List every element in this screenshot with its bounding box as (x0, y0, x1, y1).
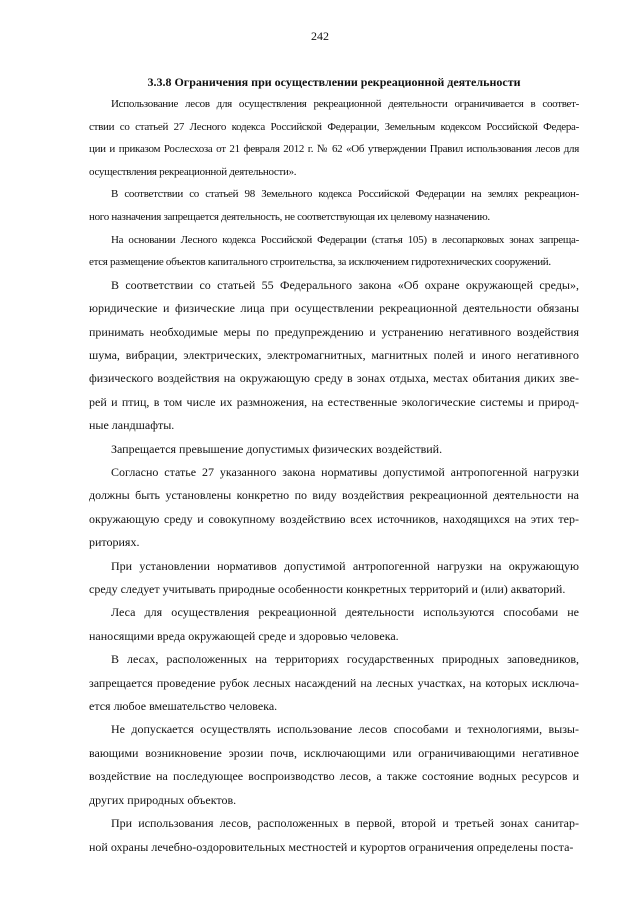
text-line: шума, вибрации, электрических, электромагнитных, магнитных полей и иного негативного (89, 347, 579, 362)
text-line: ной охраны лечебно-оздоровительных местностей и курортов ограничения определены поста- (89, 839, 574, 854)
text-line: наносящими вреда окружающей среде и здоровью человека. (89, 628, 399, 643)
text-line: Согласно статье 27 указанного закона нормативы допустимой антропогенной нагрузки (111, 465, 579, 479)
text-line: Не допускается осуществлять использование лесов способами и технологиями, вызы- (111, 722, 579, 737)
text-line: других природных объектов. (89, 792, 237, 807)
paragraphs (89, 93, 579, 859)
paragraph (89, 183, 579, 228)
text-line: вающими возникновение эрозии почв, исключающими или ограничивающими негативное (89, 745, 579, 760)
paragraph (89, 274, 579, 438)
paragraph (89, 648, 579, 718)
paragraph (89, 718, 579, 812)
text-line: ции и приказом Рослесхоза от 21 февраля 2012 г. № 62 «Об утверждении Правил использования лесов для (89, 143, 579, 156)
paragraph (89, 229, 579, 274)
text-line: ного назначения запрещается деятельность, не соответствующая их целевому назначению. (89, 210, 490, 223)
text-line: ется размещение объектов капитального строительства, за исключением гидротехнических сооружений. (89, 256, 551, 269)
text-line: Леса для осуществления рекреационной деятельности используются способами не (111, 605, 579, 620)
text-line: среду следует учитывать природные особенности конкретных территорий и (или) акваторий. (89, 582, 566, 597)
text-line: окружающую среду и совокупному воздействию всех источников, находящихся на этих тер- (89, 511, 579, 526)
section-heading: 3.3.8 Ограничения при осуществлении рекреационной деятельности (147, 75, 521, 89)
text-line: риториях. (89, 535, 140, 550)
text-line: юридические и физические лица при осуществлении рекреационной деятельности обязаны (89, 301, 579, 316)
text-line: В соответствии со статьей 98 Земельного кодекса Российской Федерации на землях рекреацион- (111, 188, 579, 201)
paragraph (89, 601, 579, 648)
paragraph (89, 812, 579, 859)
text-line: При установлении нормативов допустимой антропогенной нагрузки на окружающую (111, 558, 579, 573)
text-line: воздействие на последующее воспроизводство лесов, а также состояние водных ресурсов и (89, 769, 579, 784)
text-line: Запрещается превышение допустимых физических воздействий. (111, 441, 443, 456)
paragraph (89, 438, 579, 461)
paragraph (89, 555, 579, 602)
paragraph (89, 93, 579, 183)
text-line: осуществления рекреационной деятельности». (89, 165, 297, 178)
text-line: ствии со статьей 27 Лесного кодекса Российской Федерации, Земельным кодексом Российской Федера- (89, 120, 579, 133)
text-line: должны быть установлены конкретно по виду воздействия рекреационной деятельности на (89, 488, 579, 503)
text-line: При использования лесов, расположенных в первой, второй и третьей зонах санитар- (111, 816, 579, 831)
text-line: В лесах, расположенных на территориях государственных природных заповедников, (111, 652, 579, 667)
text-line: физического воздействия на окружающую среду в зонах отдыха, местах обитания диких зве- (89, 371, 579, 386)
document-body (89, 74, 579, 859)
paragraph (89, 461, 579, 555)
text-line: На основании Лесного кодекса Российской Федерации (статья 105) в лесопарковых зонах запреща- (111, 233, 579, 246)
text-line: ется любое вмешательство человека. (89, 699, 278, 714)
text-line: Использование лесов для осуществления рекреационной деятельности ограничивается в соответ- (111, 98, 579, 110)
text-line: принимать необходимые меры по предупреждению и устранению негативного воздействия (89, 324, 579, 339)
text-line: запрещается проведение рубок лесных насаждений на лесных участках, на которых исключа- (89, 675, 579, 690)
page-number: 242 (311, 29, 329, 43)
text-line: ные ландшафты. (89, 418, 175, 433)
text-line: В соответствии со статьей 55 Федерального закона «Об охране окружающей среды», (111, 277, 579, 292)
text-line: рей и птиц, в том числе их размножения, на естественные экологические системы и природ- (89, 394, 579, 409)
